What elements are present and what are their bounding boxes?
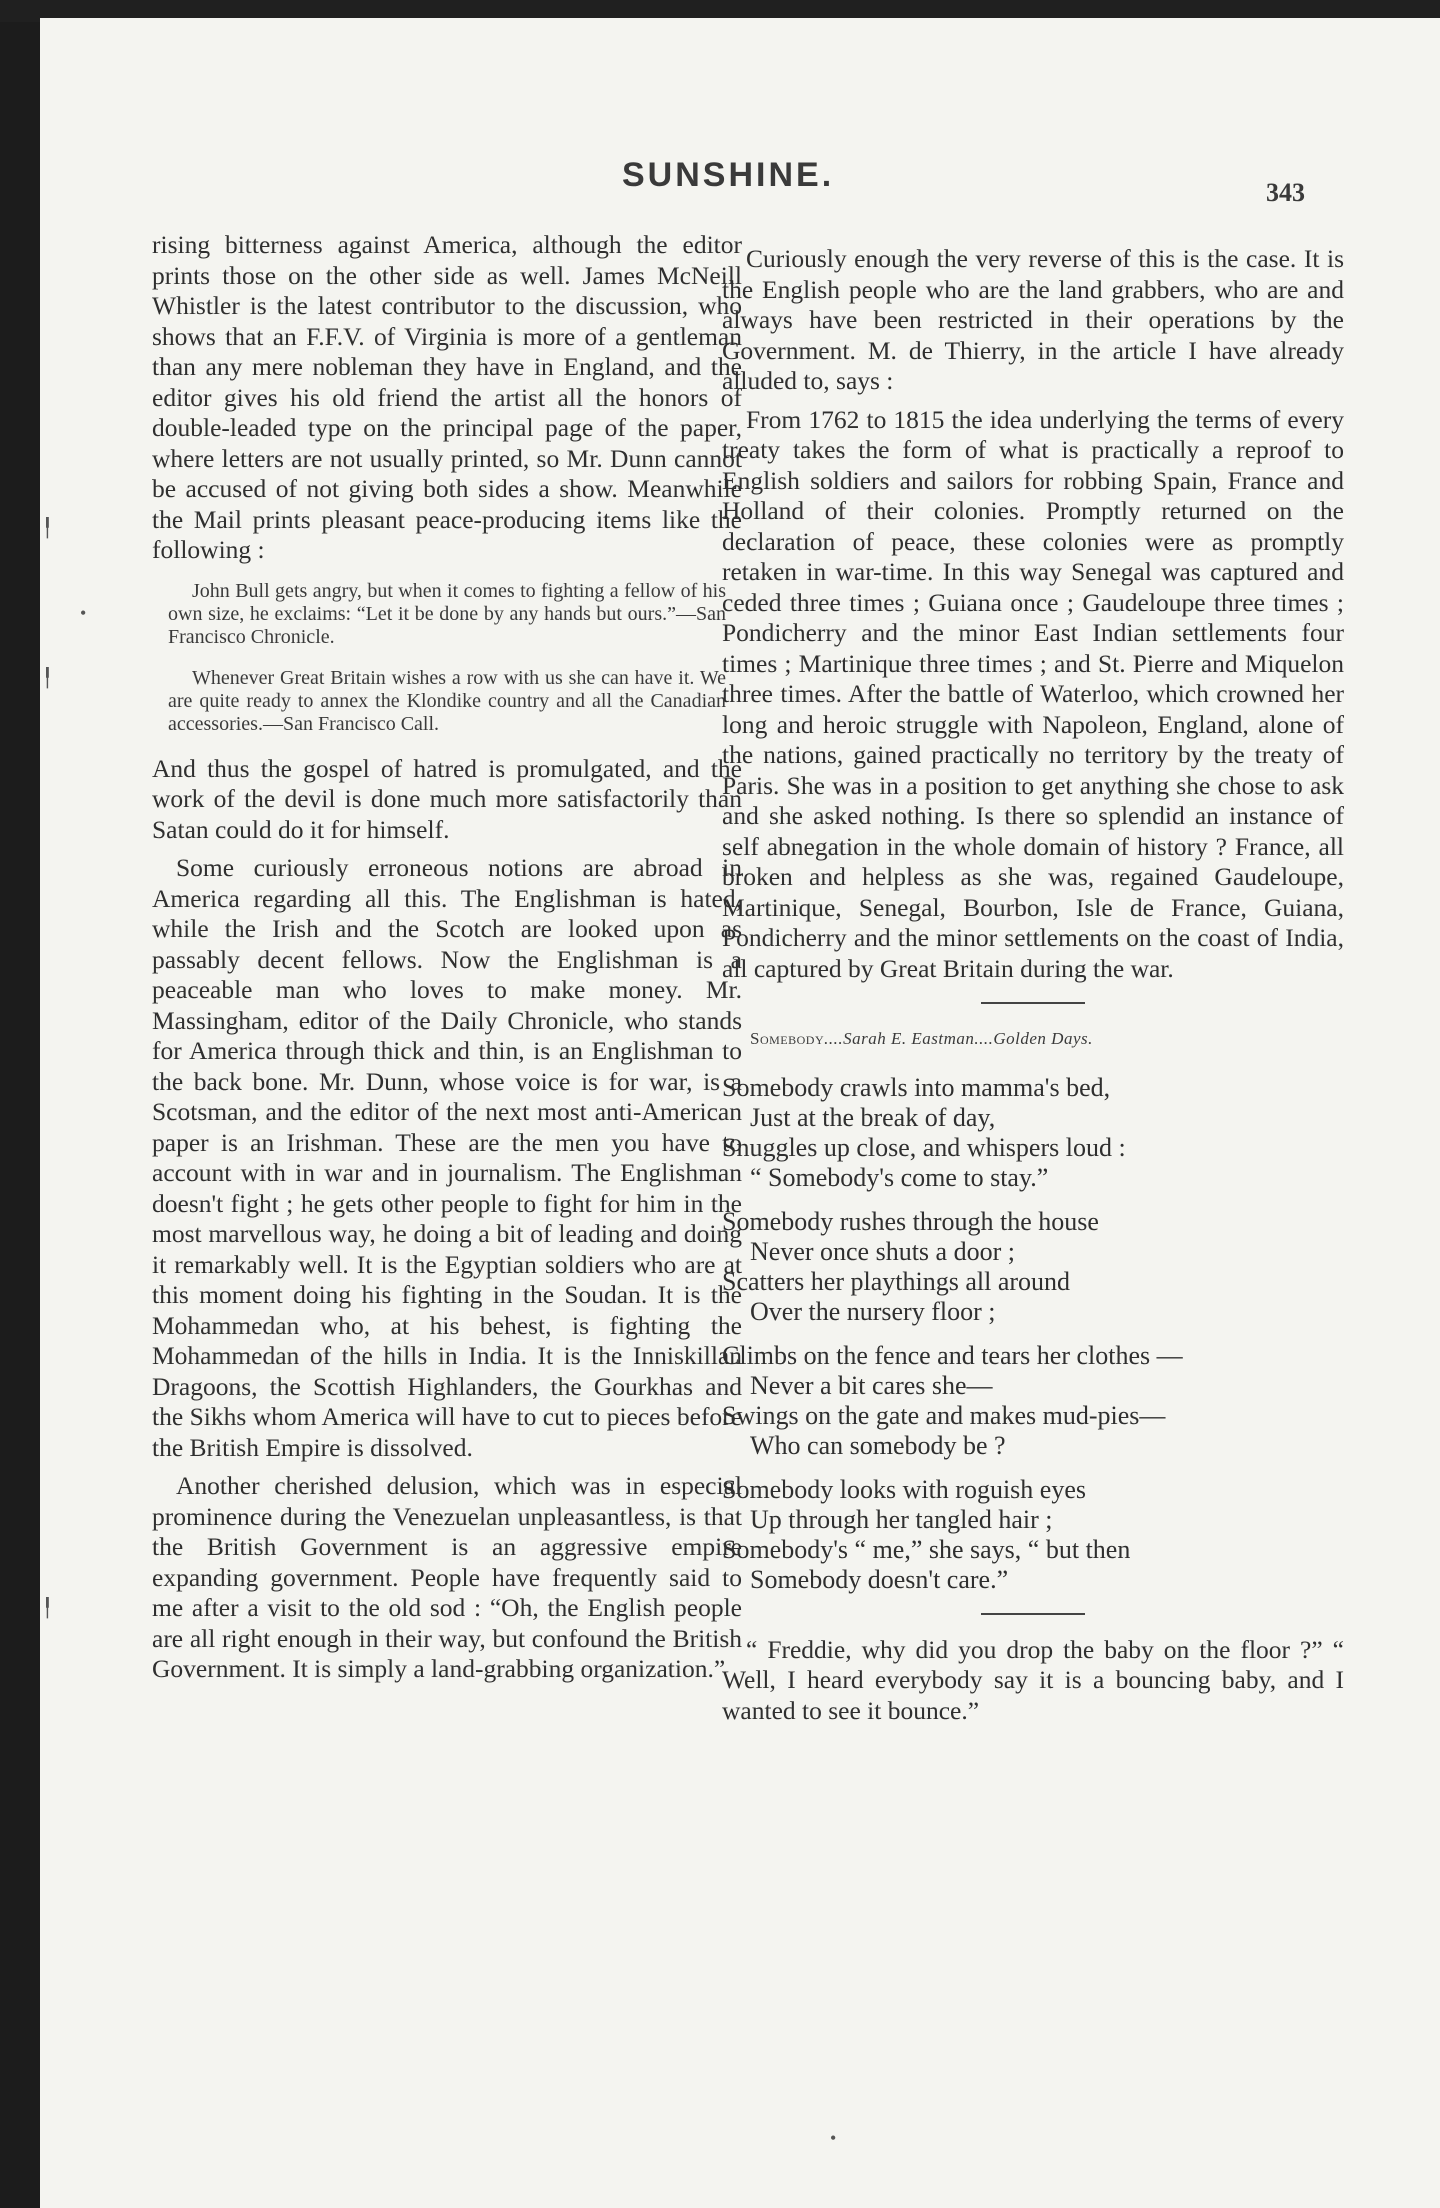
poem-line: Snuggles up close, and whispers loud : xyxy=(722,1132,1126,1162)
running-head-title: SUNSHINE. xyxy=(622,156,835,194)
poem-line: Scatters her playthings all around xyxy=(722,1266,1071,1296)
margin-mark: • xyxy=(830,2128,837,2148)
poem-attribution xyxy=(750,1024,1344,1055)
poem-line: Somebody's “ me,” she says, “ but then xyxy=(722,1534,1131,1564)
poem-line: Somebody doesn't care.” xyxy=(750,1564,1009,1594)
margin-mark: ╿ xyxy=(42,668,53,688)
poem-stanza xyxy=(722,1207,1344,1327)
left-paragraph-1: rising bitterness against America, although the editor prints those on the other side as well. James McNeill Whistler is the latest contributor to the discussion, who shows that an F.F.V. of Virginia is more of a gentleman than any mere nobleman they have in England, and the editor gives his old friend the artist all the honors of double-leaded type on the principal page of the paper, where letters are not usually printed, so Mr. Dunn cannot be accused of not giving both sides a show. Meanwhile the Mail prints pleasant peace-producing items like the following : xyxy=(152,230,742,564)
poem-line: Up through her tangled hair ; xyxy=(750,1504,1053,1534)
poem-line: Somebody looks with roguish eyes xyxy=(722,1474,1086,1504)
poem-line: Just at the break of day, xyxy=(750,1102,996,1132)
quote-chronicle: John Bull gets angry, but when it comes to fighting a fellow of his own size, he exclaims: “Let it be done by any hands but ours.”—San Francisco Chronicle. xyxy=(168,579,726,648)
section-divider xyxy=(981,1613,1085,1615)
poem-stanza xyxy=(722,1475,1344,1595)
left-paragraph-2: And thus the gospel of hatred is promulgated, and the work of the devil is done much more satisfactorily than Satan could do it for himself. xyxy=(152,753,742,844)
poem-line: Swings on the gate and makes mud-pies— xyxy=(722,1400,1166,1430)
poem-line: Never a bit cares she— xyxy=(750,1370,993,1400)
right-paragraph-1: Curiously enough the very reverse of this is the case. It is the English people who are the land grabbers, who are and always have been restricted in their operations by the Government. M. de Thierry, in the article I have already alluded to, says : xyxy=(722,244,1344,395)
poem-line: Never once shuts a door ; xyxy=(750,1236,1015,1266)
left-column xyxy=(152,230,742,1693)
poem-line: Somebody crawls into mamma's bed, xyxy=(722,1072,1111,1102)
margin-mark: ╿ xyxy=(42,518,53,538)
book-page xyxy=(40,18,1440,2208)
poem-line: Climbs on the fence and tears her clothes — xyxy=(722,1340,1183,1370)
quote-call: Whenever Great Britain wishes a row with us she can have it. We are quite ready to annex the Klondike country and all the Canadian accessories.—San Francisco Call. xyxy=(168,666,726,735)
poem-author: Sarah E. Eastman xyxy=(843,1029,975,1048)
right-paragraph-2: From 1762 to 1815 the idea underlying the terms of every treaty takes the form of what is practically a reproof to English soldiers and sailors for robbing Spain, France and Holland of their colonies. Promptly returned on the declaration of peace, these colonies were as promptly retaken in war-time. In this way Senegal was captured and ceded three times ; Guiana once ; Gaudeloupe three times ; Pondicherry and the minor East Indian settlements four times ; Martinique three times ; and St. Pierre and Miquelon three times. After the battle of Waterloo, which crowned her long and heroic struggle with Napoleon, England, alone of the nations, gained practically no territory by the treaty of Paris. She was in a position to get anything she chose to ask and she asked nothing. Is there so splendid an instance of self abnegation in the whole domain of history ? France, all broken and helpless as she was, regained Gaudeloupe, Martinique, Senegal, Bourbon, Isle de France, Guiana, Pondicherry and the minor settlements on the coast of India, all captured by Great Britain during the war. xyxy=(722,404,1344,983)
poem-stanza xyxy=(722,1073,1344,1193)
poem-stanza xyxy=(722,1341,1344,1461)
poem-line: “ Somebody's come to stay.” xyxy=(750,1162,1049,1192)
right-column xyxy=(722,244,1344,1734)
poem-line: Somebody rushes through the house xyxy=(722,1206,1099,1236)
poem-source: Golden Days. xyxy=(993,1029,1093,1048)
joke-paragraph: “ Freddie, why did you drop the baby on the floor ?” “ Well, I heard everybody say it is a bouncing baby, and I wanted to see it bounce.” xyxy=(722,1634,1344,1725)
poem-title: Somebody xyxy=(750,1029,825,1048)
margin-mark: ╿ xyxy=(42,1598,53,1618)
page-number: 343 xyxy=(1266,178,1305,207)
poem-line: Who can somebody be ? xyxy=(750,1430,1006,1460)
left-paragraph-3: Some curiously erroneous notions are abroad in America regarding all this. The Englishman is hated, while the Irish and the Scotch are looked upon as passably decent fellows. Now the Englishman is a peaceable man who loves to make money. Mr. Massingham, editor of the Daily Chronicle, who stands for America through thick and thin, is an Englishman to the back bone. Mr. Dunn, whose voice is for war, is a Scotsman, and the editor of the next most anti-American paper is an Irishman. These are the men you have to account with in war and in journalism. The Englishman doesn't fight ; he gets other people to fight for him in the most marvellous way, he doing a bit of leading and doing it remarkably well. It is the Egyptian soldiers who are at this moment doing his fighting in the Soudan. It is the Mohammedan who, at his behest, is fighting the Mohammedan of the hills in India. It is the Inniskillan Dragoons, the Scottish Highlanders, the Gourkhas and the Sikhs whom America will have to cut to pieces before the British Empire is dissolved. xyxy=(152,853,742,1462)
left-paragraph-4: Another cherished delusion, which was in especial prominence during the Venezuelan unpleasantless, is that the British Government is an aggressive empire expanding government. People have frequently said to me after a visit to the old sod : “Oh, the English people are all right enough in their way, but confound the British Government. It is simply a land-grabbing organization.” xyxy=(152,1471,742,1683)
poem-separator: .... xyxy=(824,1029,844,1048)
section-divider xyxy=(981,1002,1085,1004)
poem-line: Over the nursery floor ; xyxy=(750,1296,996,1326)
margin-mark: • xyxy=(80,603,87,623)
poem-separator: .... xyxy=(974,1029,994,1048)
